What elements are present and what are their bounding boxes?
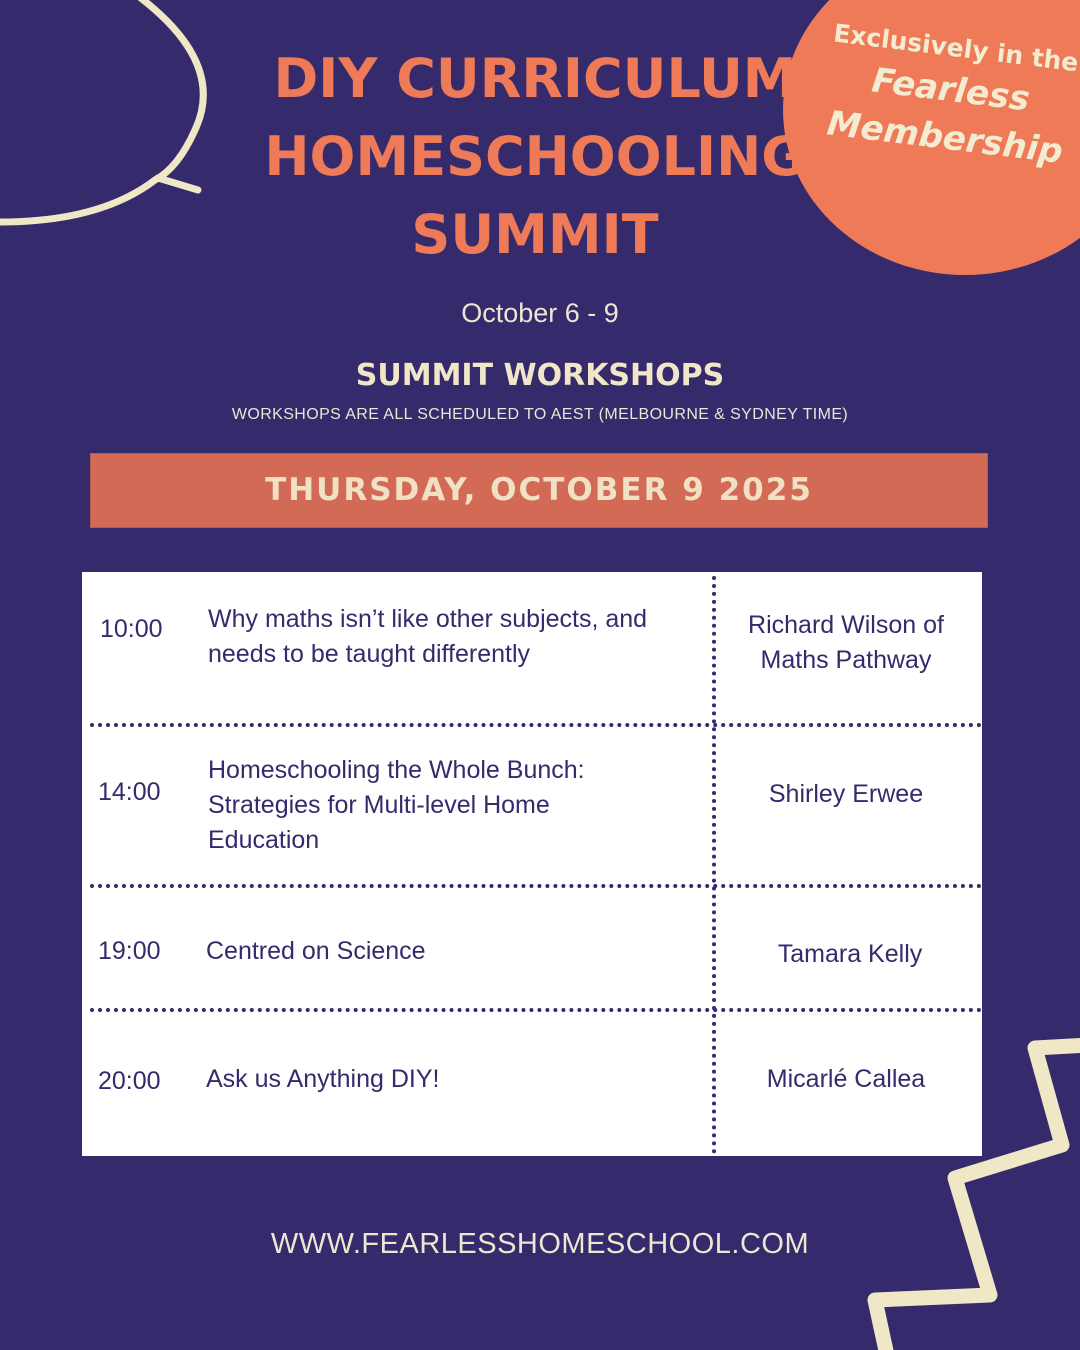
session-title-line: Strategies for Multi-level Home bbox=[208, 791, 550, 819]
session-title bbox=[208, 602, 703, 672]
speaker-line: Tamara Kelly bbox=[777, 940, 923, 968]
speaker-line: Maths Pathway bbox=[760, 646, 932, 674]
table-row bbox=[82, 1012, 982, 1156]
title-line-1: DIY CURRICULUM bbox=[273, 47, 797, 110]
day-banner bbox=[90, 453, 988, 528]
table-row bbox=[82, 572, 982, 724]
session-title-line: needs to be taught differently bbox=[208, 640, 530, 668]
summit-dates: October 6 - 9 bbox=[461, 298, 619, 328]
badge-line-2: Fearless bbox=[869, 60, 1032, 120]
timezone-note: WORKSHOPS ARE ALL SCHEDULED TO AEST (MELBOURNE & SYDNEY TIME) bbox=[231, 406, 849, 423]
website-link[interactable]: WWW.FEARLESSHOMESCHOOL.COM bbox=[270, 1228, 810, 1260]
summit-title bbox=[200, 40, 870, 274]
badge-line-1: Exclusively in the bbox=[831, 18, 1080, 78]
session-title bbox=[208, 753, 703, 858]
speaker-line: Richard Wilson of bbox=[748, 611, 944, 639]
session-title bbox=[206, 934, 701, 969]
session-speaker bbox=[718, 1062, 974, 1097]
day-banner-label: THURSDAY, OCTOBER 9 2025 bbox=[265, 472, 813, 508]
column-divider bbox=[712, 576, 716, 1154]
badge-line-3: Membership bbox=[824, 103, 1065, 172]
session-time: 14:00 bbox=[98, 778, 161, 806]
table-row bbox=[82, 888, 982, 1008]
session-title-line: Education bbox=[208, 826, 320, 854]
session-speaker bbox=[718, 777, 974, 812]
speaker-line: Micarlé Callea bbox=[766, 1065, 926, 1093]
session-time: 20:00 bbox=[98, 1067, 161, 1095]
session-speaker bbox=[722, 937, 978, 972]
session-time: 10:00 bbox=[100, 615, 163, 643]
session-speaker bbox=[718, 608, 974, 678]
title-line-2: HOMESCHOOLING bbox=[264, 125, 806, 188]
table-row bbox=[82, 727, 982, 885]
speaker-line: Shirley Erwee bbox=[768, 780, 924, 808]
session-title-line: Centred on Science bbox=[206, 937, 426, 965]
session-title-line: Homeschooling the Whole Bunch: bbox=[208, 756, 585, 784]
section-title: SUMMIT WORKSHOPS bbox=[355, 358, 725, 393]
session-title-line: Why maths isn’t like other subjects, and bbox=[208, 605, 648, 633]
schedule-table bbox=[82, 572, 982, 1156]
session-title-line: Ask us Anything DIY! bbox=[206, 1065, 440, 1093]
title-line-3: SUMMIT bbox=[411, 203, 659, 266]
session-time: 19:00 bbox=[98, 937, 161, 965]
session-title bbox=[206, 1062, 701, 1097]
